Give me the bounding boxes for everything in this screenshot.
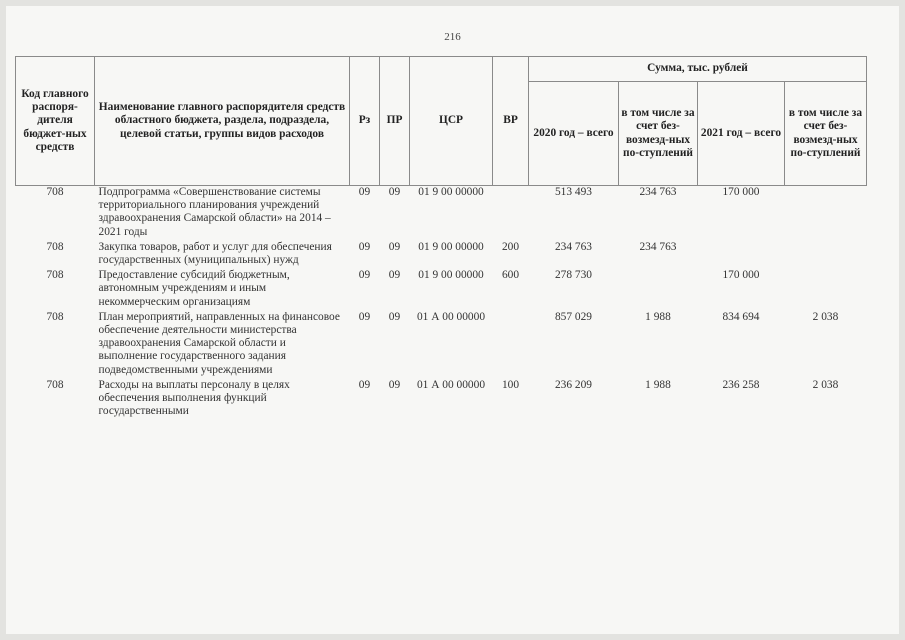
cell-name: Закупка товаров, работ и услуг для обеспечения государственных (муниципальных) нужд [98,240,332,267]
header-2021-total: 2021 год – всего [698,82,785,186]
cell-pr: 09 [388,240,401,253]
cell-2021-free [785,241,867,269]
page-number: 216 [444,31,461,43]
cell-2021-free: 2 038 [812,378,839,391]
cell-pr: 09 [388,269,401,282]
cell-2020-free: 1 988 [645,310,671,323]
cell-name: Подпрограмма «Совершенствование системы территориального планирования учреждений здравоохранения Самарской области» на 2014 – 2021 годы [98,186,331,238]
cell-csr: 01 9 00 00000 [418,186,484,198]
cell-rz: 09 [358,269,371,282]
cell-2021-total: 170 000 [722,269,760,282]
cell-2021-total: 170 000 [722,186,760,198]
cell-name: Предоставление субсидий бюджетным, автономным учреждениям и иным некоммерческим организациям [98,269,290,308]
cell-2021-free [785,186,867,241]
cell-code: 708 [46,240,64,253]
cell-2020-free: 234 763 [639,240,677,253]
table-row [16,241,867,269]
header-vr: ВР [493,57,529,186]
cell-vr [493,311,529,379]
cell-2020-free: 234 763 [639,186,677,198]
cell-code: 708 [46,186,64,198]
cell-vr: 200 [501,240,520,253]
header-name: Наименование главного распорядителя средств областного бюджета, раздела, подраздела, целевой статьи, группы видов расходов [95,57,350,186]
cell-csr: 01 9 00 00000 [418,240,484,253]
header-csr: ЦСР [410,57,493,186]
cell-2021-free [785,269,867,311]
header-2020-total: 2020 год – всего [529,82,619,186]
cell-pr: 09 [388,378,401,391]
header-2020-free: в том числе за счет без-возмезд-ных по-ступлений [619,82,698,186]
cell-pr: 09 [388,186,401,198]
cell-vr: 600 [501,269,520,282]
header-rz: Рз [350,57,380,186]
cell-2020-free: 1 988 [645,378,671,391]
header-sum: Сумма, тыс. рублей [529,57,867,82]
cell-name: План мероприятий, направленных на финансовое обеспечение деятельности министерства здравоохранения Самарской области и выполнение государственного задания подведомственными учреждениями [98,310,340,376]
cell-rz: 09 [358,378,371,391]
cell-csr: 01 9 00 00000 [418,269,484,282]
cell-code: 708 [46,310,64,323]
cell-rz: 09 [358,240,371,253]
header-2021-free: в том числе за счет без-возмезд-ных по-ступлений [785,82,867,186]
cell-csr: 01 А 00 00000 [416,378,486,391]
budget-table [15,56,867,420]
cell-name: Расходы на выплаты персоналу в целях обеспечения выполнения функций государственными [98,378,290,418]
table-row [16,311,867,379]
header-pr: ПР [380,57,410,186]
cell-rz: 09 [358,310,371,323]
cell-2020-total: 236 209 [554,378,593,391]
cell-2020-free [619,269,698,311]
cell-vr: 100 [501,378,520,391]
cell-2020-total: 857 029 [554,310,593,323]
cell-csr: 01 А 00 00000 [416,310,486,323]
cell-pr: 09 [388,310,401,323]
cell-vr [493,186,529,241]
table-row [16,379,867,421]
cell-code: 708 [46,378,64,391]
header-code: Код главного распоря-дителя бюджет-ных средств [16,57,95,186]
cell-2020-total: 234 763 [554,240,593,253]
cell-2020-total: 513 493 [554,186,593,198]
table-row [16,186,867,241]
cell-code: 708 [46,269,64,282]
table-header [16,57,867,186]
cell-2021-total [698,241,785,269]
cell-2021-total: 236 258 [722,378,760,391]
cell-rz: 09 [358,186,371,198]
cell-2020-total: 278 730 [554,269,593,282]
cell-2021-free: 2 038 [812,310,839,323]
table-row [16,269,867,311]
cell-2021-total: 834 694 [722,310,760,323]
